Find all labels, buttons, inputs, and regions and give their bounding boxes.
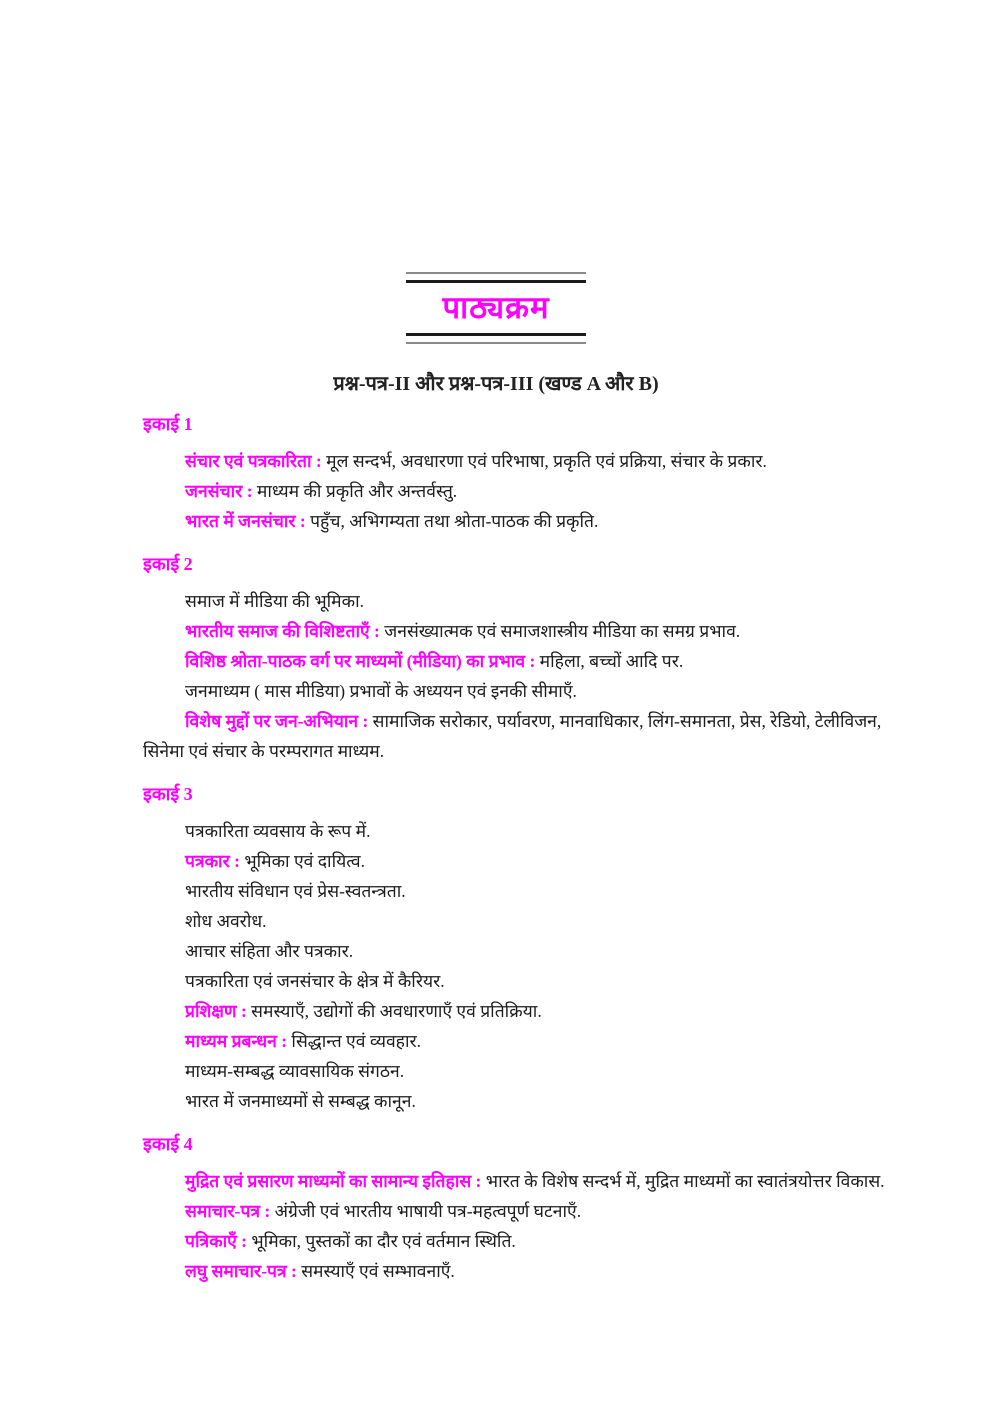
item-description: माध्यम-सम्बद्ध व्यावसायिक संगठन. xyxy=(185,1061,405,1081)
item-description: पत्रकारिता एवं जनसंचार के क्षेत्र में कैरियर. xyxy=(185,971,445,991)
syllabus-item xyxy=(143,646,892,676)
syllabus-item xyxy=(143,506,892,536)
item-description: पहुँच, अभिगम्यता तथा श्रोता-पाठक की प्रकृति. xyxy=(310,511,599,531)
title-bottom-double-rule xyxy=(406,333,586,344)
syllabus-item xyxy=(143,476,892,506)
syllabus-content xyxy=(143,411,892,1286)
syllabus-item xyxy=(143,1086,892,1116)
syllabus-item xyxy=(143,996,892,1026)
syllabus-section xyxy=(143,411,892,536)
item-topic-label: भारत में जनसंचार : xyxy=(185,511,311,531)
page-title: पाठ्यक्रम xyxy=(442,290,550,325)
item-description: समस्याएँ, उद्योगों की अवधारणाएँ एवं प्रतिक्रिया. xyxy=(251,1001,542,1021)
item-description: शोध अवरोध. xyxy=(185,911,267,931)
syllabus-item xyxy=(143,1226,892,1256)
item-description: माध्यम की प्रकृति और अन्तर्वस्तु. xyxy=(256,481,458,501)
syllabus-item xyxy=(143,446,892,476)
item-topic-label: मुद्रित एवं प्रसारण माध्यमों का सामान्य इतिहास : xyxy=(185,1171,486,1191)
item-description: भूमिका एवं दायित्व. xyxy=(244,851,365,871)
syllabus-item xyxy=(143,966,892,996)
title-block xyxy=(406,272,586,344)
section-heading: इकाई 1 xyxy=(143,414,193,434)
item-description: भारत में जनमाध्यमों से सम्बद्ध कानून. xyxy=(185,1091,416,1111)
item-description: आचार संहिता और पत्रकार. xyxy=(185,941,354,961)
item-topic-label: जनसंचार : xyxy=(185,481,257,501)
paper-subtitle: प्रश्न-पत्र-II और प्रश्न-पत्र-III (खण्ड A और B) xyxy=(333,373,659,395)
syllabus-item xyxy=(143,1256,892,1286)
item-description: भारतीय संविधान एवं प्रेस-स्वतन्त्रता. xyxy=(185,881,406,901)
syllabus-item xyxy=(143,1026,892,1056)
syllabus-item xyxy=(143,616,892,646)
syllabus-section xyxy=(143,781,892,1116)
item-topic-label: पत्रिकाएँ : xyxy=(185,1231,252,1251)
syllabus-item xyxy=(143,676,892,706)
item-description: समस्याएँ एवं सम्भावनाएँ. xyxy=(301,1261,455,1281)
section-items xyxy=(143,1166,892,1286)
item-topic-label: लघु समाचार-पत्र : xyxy=(185,1261,302,1281)
item-description: समाज में मीडिया की भूमिका. xyxy=(185,591,364,611)
syllabus-section xyxy=(143,1131,892,1286)
item-description: जनमाध्यम ( मास मीडिया) प्रभावों के अध्ययन एवं इनकी सीमाएँ. xyxy=(185,681,577,701)
syllabus-item xyxy=(143,706,892,766)
item-description: मूल सन्दर्भ, अवधारणा एवं परिभाषा, प्रकृति एवं प्रक्रिया, संचार के प्रकार. xyxy=(326,451,767,471)
section-heading: इकाई 3 xyxy=(143,784,193,804)
item-description: सिद्धान्त एवं व्यवहार. xyxy=(291,1031,422,1051)
syllabus-item xyxy=(143,816,892,846)
item-topic-label: विशेष मुद्दों पर जन-अभियान : xyxy=(185,711,373,731)
syllabus-item xyxy=(143,1166,892,1196)
item-topic-label: संचार एवं पत्रकारिता : xyxy=(185,451,327,471)
title-top-double-rule xyxy=(406,272,586,283)
section-items xyxy=(143,586,892,766)
section-heading: इकाई 4 xyxy=(143,1134,193,1154)
item-description: भूमिका, पुस्तकों का दौर एवं वर्तमान स्थिति. xyxy=(251,1231,516,1251)
item-topic-label: प्रशिक्षण : xyxy=(185,1001,252,1021)
syllabus-section xyxy=(143,551,892,766)
syllabus-item xyxy=(143,1056,892,1086)
item-topic-label: पत्रकार : xyxy=(185,851,245,871)
item-topic-label: समाचार-पत्र : xyxy=(185,1201,275,1221)
section-items xyxy=(143,446,892,536)
item-topic-label: भारतीय समाज की विशिष्टताएँ : xyxy=(185,621,385,641)
syllabus-item xyxy=(143,876,892,906)
syllabus-item xyxy=(143,586,892,616)
item-description: जनसंख्यात्मक एवं समाजशास्त्रीय मीडिया का समग्र प्रभाव. xyxy=(384,621,741,641)
section-heading: इकाई 2 xyxy=(143,554,193,574)
item-topic-label: माध्यम प्रबन्धन : xyxy=(185,1031,292,1051)
item-topic-label: विशिष्ठ श्रोता-पाठक वर्ग पर माध्यमों (मीडिया) का प्रभाव : xyxy=(185,651,540,671)
item-description: भारत के विशेष सन्दर्भ में, मुद्रित माध्यमों का स्वातंत्रयोत्तर विकास. xyxy=(485,1171,885,1191)
section-items xyxy=(143,816,892,1116)
item-description: पत्रकारिता व्यवसाय के रूप में. xyxy=(185,821,371,841)
item-description: महिला, बच्चों आदि पर. xyxy=(539,651,684,671)
syllabus-item xyxy=(143,1196,892,1226)
syllabus-item xyxy=(143,846,892,876)
syllabus-item xyxy=(143,906,892,936)
item-description: सामाजिक सरोकार, पर्यावरण, मानवाधिकार, लिंग-समानता, प्रेस, रेडियो, टेलीविजन, सिनेमा एवं संचार के परम्परागत माध्यम. xyxy=(143,711,882,761)
item-description: अंग्रेजी एवं भारतीय भाषायी पत्र-महत्वपूर्ण घटनाएँ. xyxy=(274,1201,582,1221)
syllabus-item xyxy=(143,936,892,966)
